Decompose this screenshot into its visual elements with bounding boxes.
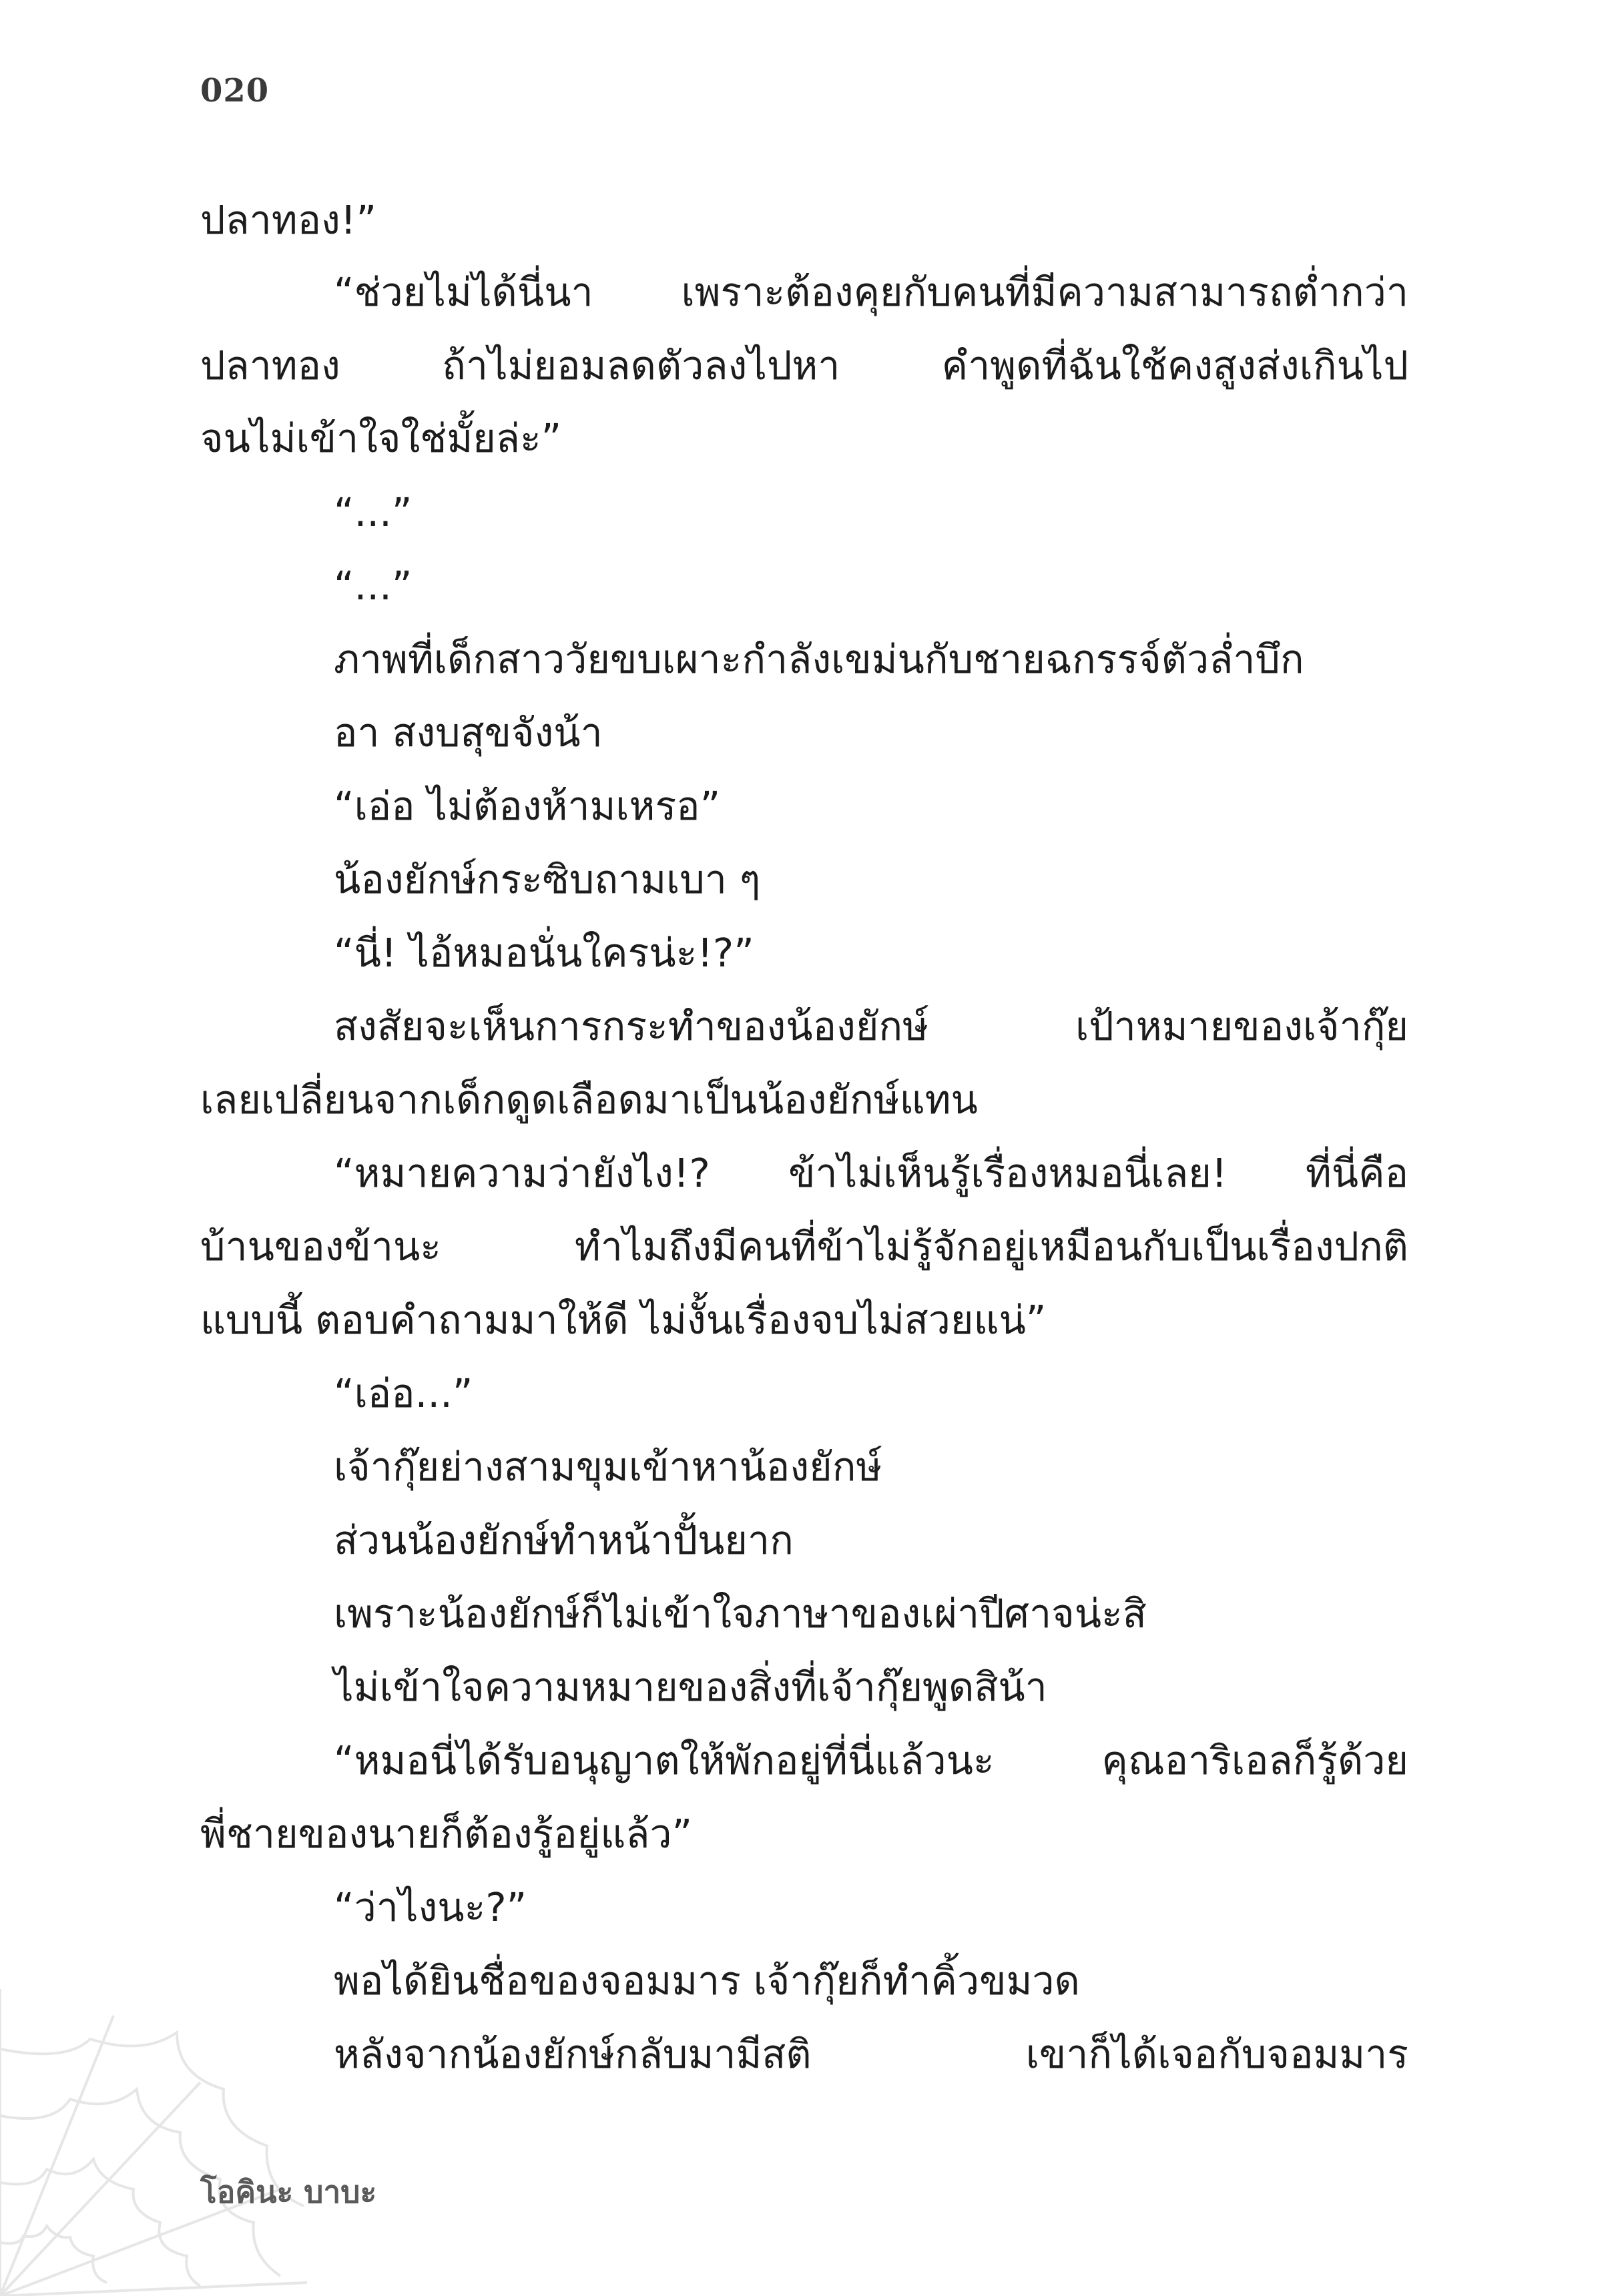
text-line: “...” [334,489,413,535]
text-line: “ช่วยไม่ได้นี่นา เพราะต้องคุยกับคนที่มีความสามารถต่ำกว่า [334,269,1408,315]
text-line: “หมายความว่ายังไง!? ข้าไม่เห็นรู้เรื่องหมอนี่เลย! ที่นี่คือ [334,1150,1408,1196]
text-line: พอได้ยินชื่อของจอมมาร เจ้ากุ๊ยก็ทำคิ้วขมวด [334,1958,1080,2004]
text-line: ส่วนน้องยักษ์ทำหน้าปั้นยาก [334,1517,794,1563]
page-number: 020 [200,72,270,109]
text-line: “เอ่อ...” [334,1370,473,1416]
text-line: “...” [334,563,413,609]
text-line: ปลาทอง!” [200,197,377,243]
text-line: อา สงบสุขจังน้า [334,709,603,756]
text-line: น้องยักษ์กระซิบถามเบา ๆ [334,856,761,902]
text-line: ภาพที่เด็กสาววัยขบเผาะกำลังเขม่นกับชายฉกรรจ์ตัวล่ำบึก [334,636,1304,682]
text-line: จนไม่เข้าใจใช่มั้ยล่ะ” [200,415,562,461]
author-name: โอคินะ บาบะ [200,2174,377,2210]
text-line: ปลาทอง ถ้าไม่ยอมลดตัวลงไปหา คำพูดที่ฉันใช้คงสูงส่งเกินไป [200,342,1408,388]
text-line: เลยเปลี่ยนจากเด็กดูดเลือดมาเป็นน้องยักษ์แทน [200,1077,978,1123]
text-line: “เอ่อ ไม่ต้องห้ามเหรอ” [334,783,721,829]
text-line: พี่ชายของนายก็ต้องรู้อยู่แล้ว” [200,1811,693,1857]
text-line: สงสัยจะเห็นการกระทำของน้องยักษ์ เป้าหมายของเจ้ากุ๊ย [334,1003,1408,1049]
text-line: เจ้ากุ๊ยย่างสามขุมเข้าหาน้องยักษ์ [334,1444,882,1490]
text-line: บ้านของข้านะ ทำไมถึงมีคนที่ข้าไม่รู้จักอยู่เหมือนกับเป็นเรื่องปกติ [200,1223,1408,1269]
text-line: แบบนี้ ตอบคำถามมาให้ดี ไม่งั้นเรื่องจบไม่สวยแน่” [200,1297,1047,1343]
text-line: “นี่! ไอ้หมอนั่นใครน่ะ!?” [334,930,754,976]
text-line: “ว่าไงนะ?” [334,1884,527,1930]
spider-web-decoration [0,1989,307,2296]
text-line: หลังจากน้องยักษ์กลับมามีสติ เขาก็ได้เจอกับจอมมาร [334,2031,1408,2077]
text-line: “หมอนี่ได้รับอนุญาตให้พักอยู่ที่นี่แล้วนะ คุณอาริเอลก็รู้ด้วย [334,1737,1408,1783]
text-line: เพราะน้องยักษ์ก็ไม่เข้าใจภาษาของเผ่าปีศาจน่ะสิ [334,1591,1147,1637]
text-line: ไม่เข้าใจความหมายของสิ่งที่เจ้ากุ๊ยพูดสิน้า [334,1664,1047,1710]
